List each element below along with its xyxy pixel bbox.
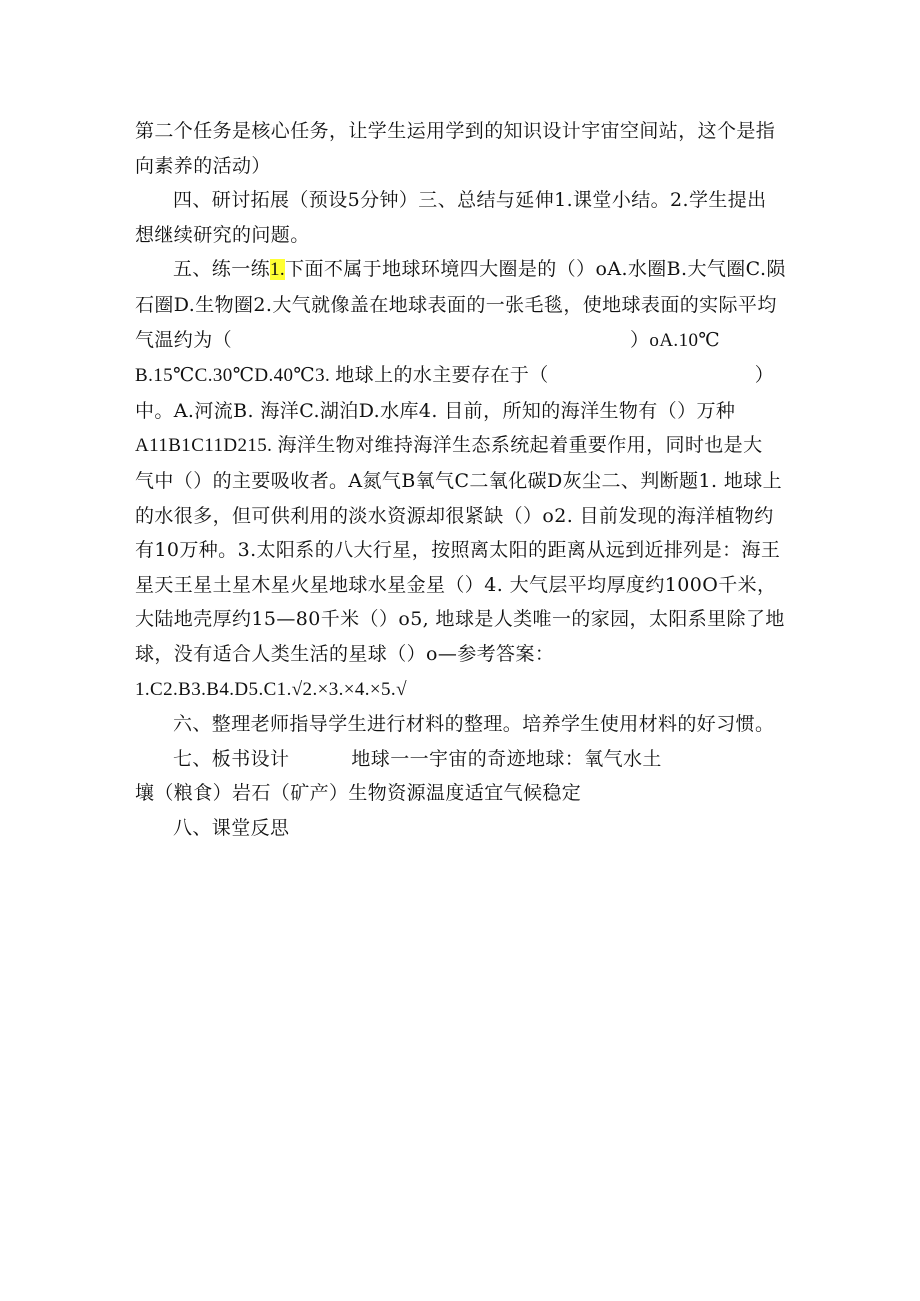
text-line: 大陆地壳厚约15—80千米（）o5, 地球是人类唯一的家园，太阳系里除了地 [135, 608, 785, 631]
text-line: 有10万种。3.太阳系的八大行星，按照离太阳的距离从远到近排列是：海王 [135, 539, 781, 562]
paragraph-section-seven-board-design [135, 742, 795, 811]
text-line: 地球一一宇宙的奇迹地球：氧气水土 [351, 747, 662, 770]
paragraph-section-five-exercises [135, 252, 795, 707]
answer-key-line: 1.C2.B3.B4.D5.C1.√2.×3.×4.×5.√ [135, 678, 407, 700]
text-line: 四、研讨拓展（预设5分钟）三、总结与延伸1.课堂小结。2.学生提出 [173, 189, 767, 212]
text-line: 第二个任务是核心任务，让学生运用学到的知识设计宇宙空间站，这个是指 [135, 120, 776, 142]
paragraph-section-four [135, 183, 795, 252]
text-line: 壤（粮食）岩石（矿产）生物资源温度适宜气候稳定 [135, 782, 582, 805]
text-line: ） [754, 364, 775, 387]
text-line: 想继续研究的问题。 [135, 223, 310, 246]
text-line: 球，没有适合人类生活的星球（）o—参考答案： [135, 642, 555, 665]
paragraph-task-description [135, 114, 795, 183]
text-line: A11B1C11D215. 海洋生物对维持海洋生态系统起着重要作用，同时也是大 [135, 435, 763, 457]
text-line: 石圈D.生物圈2.大气就像盖在地球表面的一张毛毯，使地球表面的实际平均 [135, 293, 777, 316]
text-line: 星天王星土星木星火星地球水星金星（）4. 大气层平均厚度约100O千米， [135, 573, 777, 596]
highlighted-question-number: 1. [270, 259, 286, 281]
text-line: B.15℃C.30℃D.40℃3. 地球上的水主要存在于（ [135, 365, 549, 387]
section-eight-heading: 八、课堂反思 [173, 816, 290, 839]
text-line: 的水很多，但可供利用的淡水资源却很紧缺（）o2. 目前发现的海洋植物约 [135, 504, 774, 527]
text-line: 中。A.河流B. 海洋C.湖泊D.水库4. 目前，所知的海洋生物有（）万种 [135, 399, 736, 422]
text-line: 气温约为（ [135, 328, 233, 351]
document-body [135, 114, 795, 845]
text-line: ）oA.10℃ [630, 329, 721, 351]
section-seven-heading: 七、板书设计 [173, 747, 290, 770]
text-line: 向素养的活动） [135, 154, 271, 177]
paragraph-section-six [135, 707, 795, 742]
text-line: 下面不属于地球环境四大圈是的（）oA.水圈B.大气圈C.陨 [285, 258, 786, 281]
paragraph-section-eight [135, 811, 795, 846]
text-line: 六、整理老师指导学生进行材料的整理。培养学生使用材料的好习惯。 [173, 713, 775, 736]
section-five-heading: 五、练一练 [173, 258, 271, 281]
text-line: 气中（）的主要吸收者。A氮气B氧气C二氧化碳D灰尘二、判断题1. 地球上 [135, 469, 783, 492]
